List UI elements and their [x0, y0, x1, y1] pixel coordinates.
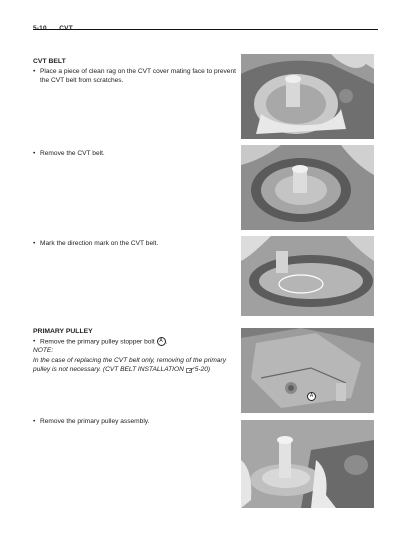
cvt-belt-step-2 [33, 149, 238, 159]
primary-pulley-section [33, 327, 238, 375]
photo-marker-a: A [307, 392, 316, 401]
step-text: Mark the direction mark on the CVT belt. [40, 240, 159, 247]
bullet-icon: • [33, 67, 36, 75]
cvt-belt-step-1 [33, 67, 238, 86]
bullet-icon: • [33, 418, 36, 425]
note-label: NOTE: [33, 347, 54, 355]
note-text: In the case of replacing the CVT belt only, removing of the primary pulley is not necessary. (CVT BELT INSTALLATION 5-20) [33, 356, 227, 374]
photo-rag-on-cover [241, 54, 374, 139]
primary-pulley-step-1: • Remove the primary pulley stopper bolt A . [33, 337, 168, 345]
step-text: Remove the primary pulley assembly. [40, 418, 150, 425]
cvt-belt-title: CVT BELT [33, 58, 66, 65]
photo-stopper-bolt [241, 328, 374, 413]
cvt-belt-step-3 [33, 239, 238, 249]
photo-remove-primary-pulley [241, 420, 374, 508]
step-text: Remove the primary pulley stopper bolt [40, 337, 155, 345]
header-rule [33, 29, 378, 30]
primary-pulley-step-2 [33, 417, 238, 427]
bullet-icon: • [33, 240, 36, 247]
bullet-icon: • [33, 150, 36, 157]
photo-mark-direction [241, 236, 374, 316]
photo-remove-belt [241, 145, 374, 230]
cvt-belt-section [33, 57, 238, 86]
marker-a: A [157, 337, 166, 346]
step-text: Remove the CVT belt. [40, 150, 105, 157]
reference-arrow-icon [186, 367, 195, 373]
step-text: Place a piece of clean rag on the CVT cover mating face to prevent the CVT belt from scratches. [40, 67, 236, 84]
page-header [33, 17, 378, 31]
primary-pulley-title: PRIMARY PULLEY [33, 328, 93, 335]
bullet-icon: • [33, 337, 36, 345]
